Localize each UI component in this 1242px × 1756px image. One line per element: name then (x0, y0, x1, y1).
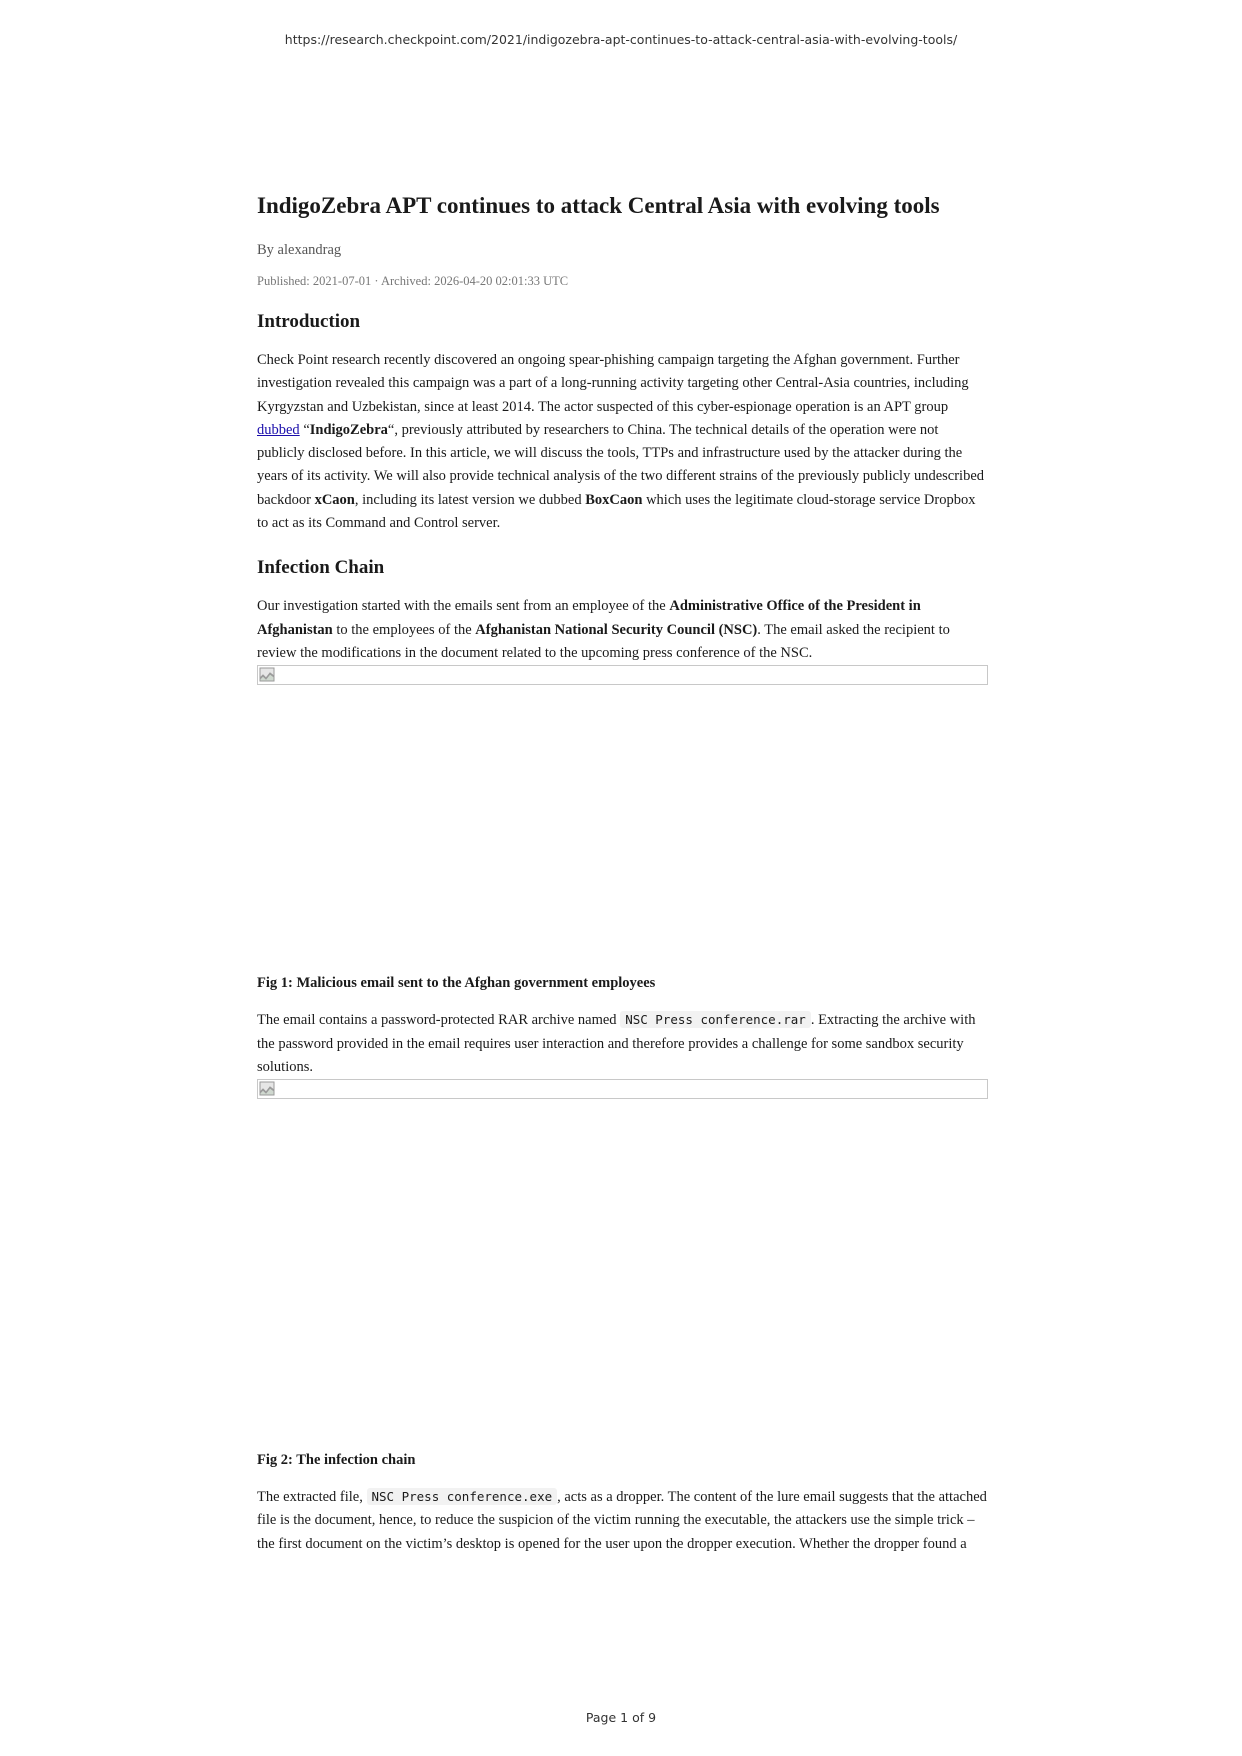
text-run: The extracted file, (257, 1489, 367, 1506)
text-run: The email contains a password-protected RAR archive named (257, 1012, 621, 1029)
article-meta: Published: 2021-07-01 · Archived: 2026-04-20 02:01:33 UTC (257, 274, 569, 288)
text-run: “, previously attributed by researchers to China. The technical details of the operation were not publicly disclosed before. In this article, we will discuss the tools, TTPs and infrastructure used by the attacker during the years of its activity. We will also provide technical analysis of the two different strains of the previously publicly undescribed backdoor (257, 421, 985, 508)
figure-1-image (257, 665, 988, 685)
text-run: which uses the legitimate cloud-storage service Dropbox to act as its Command and Control server. (257, 491, 976, 532)
text-run: to the employees of the (332, 621, 476, 638)
section-heading-introduction: Introduction (257, 311, 361, 332)
text-run: Our investigation started with the emails sent from an employee of the (257, 598, 670, 615)
section-heading-infection-chain: Infection Chain (257, 557, 385, 579)
broken-image-icon (259, 1081, 275, 1096)
text-run: “ (299, 421, 310, 438)
article-byline: By alexandrag (257, 242, 342, 258)
page-number: Page 1 of 9 (585, 1710, 657, 1725)
text-run: . Extracting the archive with the password provided in the email requires user interaction and therefore provides a challenge for some sandbox security solutions. (257, 1012, 976, 1075)
filename-rar: NSC Press conference.rar (620, 1011, 811, 1028)
filename-exe: NSC Press conference.exe (367, 1488, 558, 1505)
article-title: IndigoZebra APT continues to attack Central Asia with evolving tools (257, 193, 940, 218)
bold-nsc: Afghanistan National Security Council (NSC) (475, 621, 758, 638)
page-url-header: https://research.checkpoint.com/2021/indigozebra-apt-continues-to-attack-central-asia-with-evolving-tools/ (284, 32, 958, 47)
broken-image-icon (259, 667, 275, 682)
bold-indigozebra: IndigoZebra (309, 421, 388, 438)
bold-boxcaon: BoxCaon (585, 491, 643, 508)
text-run: , acts as a dropper. The content of the lure email suggests that the attached file is the document, hence, to reduce the suspicion of the victim running the executable, the attackers use the simple trick – the first document on the victim’s desktop is opened for the user upon the dropper execution. Whether the dropper found a (257, 1489, 987, 1552)
article (257, 188, 988, 1556)
dubbed-link[interactable]: dubbed (257, 421, 300, 438)
infection-paragraph-1 (257, 595, 988, 665)
infection-paragraph-2 (257, 1008, 988, 1079)
bold-xcaon: xCaon (314, 491, 355, 508)
figure-1-caption: Fig 1: Malicious email sent to the Afghan government employees (257, 975, 656, 992)
bold-admin-office: Administrative Office of the President in Afghanistan (257, 598, 921, 638)
infection-paragraph-3 (257, 1485, 988, 1556)
figure-2-caption: Fig 2: The infection chain (257, 1452, 416, 1469)
figure-2-image (257, 1079, 988, 1099)
text-run: Check Point research recently discovered an ongoing spear-phishing campaign targeting the Afghan government. Further investigation revealed this campaign was a part of a long-running activity targeting other Central-Asia countries, including Kyrgyzstan and Uzbekistan, since at least 2014. The actor suspected of this cyber-espionage operation is an APT group (257, 352, 969, 415)
intro-paragraph (257, 349, 988, 535)
text-run: . The email asked the recipient to review the modifications in the document related to the upcoming press conference of the NSC. (257, 621, 950, 661)
text-run: , including its latest version we dubbed (354, 491, 586, 508)
